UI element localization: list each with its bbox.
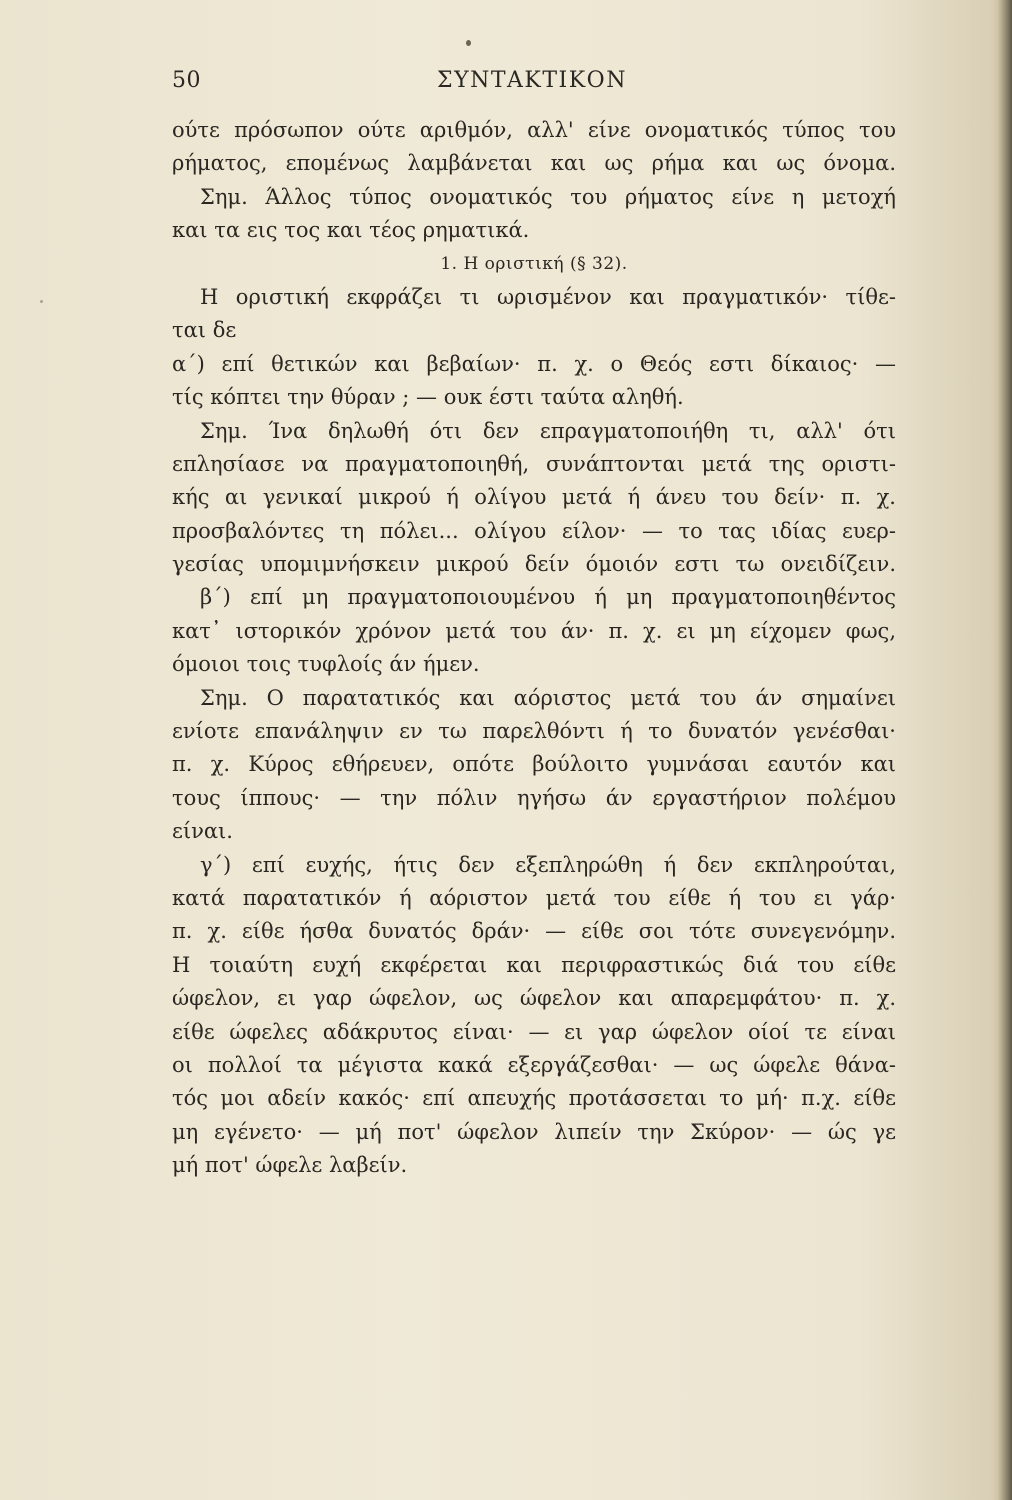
text-line: ενίοτε επανάληψιν εν τω παρελθόντι ή το δυνατόν γενέσθαι· <box>172 719 896 744</box>
text-line: ώφελον, ει γαρ ώφελον, ως ώφελον και απαρεμφάτου· π. χ. <box>172 986 896 1011</box>
text-line: κατ᾽ ιστορικόν χρόνον μετά του άν· π. χ. ει μη είχομεν φως, <box>172 618 896 643</box>
text-line: π. χ. Κύρος εθήρευεν, οπότε βούλοιτο γυμνάσαι εαυτόν και <box>172 752 896 777</box>
text-line: και τα εις τος και τέος ρηματικά. <box>172 218 530 243</box>
paper-speck <box>40 300 43 303</box>
text-line: προσβαλόντες τη πόλει... ολίγου είλον· — το τας ιδίας ευερ- <box>172 518 896 543</box>
text-line: όμοιοι τοις τυφλοίς άν ήμεν. <box>172 652 480 677</box>
page-number: 50 <box>172 68 201 93</box>
text-line: οι πολλοί τα μέγιστα κακά εξεργάζεσθαι· — ως ώφελε θάνα- <box>172 1052 896 1077</box>
running-head: ΣΥΝΤΑΚΤΙΚΟΝ <box>437 68 627 93</box>
text-line: ρήματος, επομένως λαμβάνεται και ως ρήμα και ως όνομα. <box>172 151 896 176</box>
text-line: τους ίππους· — την πόλιν ηγήσω άν εργαστήριον πολέμου <box>172 785 896 810</box>
note-line: Σημ. Άλλος τύπος ονοματικός του ρήματος είνε η μετοχή <box>200 184 896 209</box>
text-line: μή ποτ' ώφελε λαβείν. <box>172 1153 408 1178</box>
text-line: κατά παρατατικόν ή αόριστον μετά του είθε ή του ει γάρ· <box>172 885 896 910</box>
text-line: τίς κόπτει την θύραν ; — ουκ έστι ταύτα αληθή. <box>172 385 684 410</box>
text-line: είθε ώφελες αδάκρυτος είναι· — ει γαρ ώφελον οίοί τε είναι <box>172 1019 896 1044</box>
text-line: επλησίασε να πραγματοποιηθή, συνάπτονται μετά της οριστι- <box>172 451 896 476</box>
text-line: Η οριστική εκφράζει τι ωρισμένον και πραγματικόν· τίθε- <box>200 284 896 309</box>
text-line: ούτε πρόσωπον ούτε αριθμόν, αλλ' είνε ονοματικός τύπος του <box>172 118 896 142</box>
note-line: Σημ. Ο παρατατικός και αόριστος μετά του άν σημαίνει <box>200 685 896 710</box>
text-line: ται δε <box>172 318 237 343</box>
note-line: Σημ. Ίνα δηλωθή ότι δεν επραγματοποιήθη τι, αλλ' ότι <box>200 418 896 443</box>
text-line: μη εγένετο· — μή ποτ' ώφελον λιπείν την Σκύρον· — ώς γε <box>172 1119 896 1144</box>
page-header <box>172 64 892 98</box>
text-line: Η τοιαύτη ευχή εκφέρεται και περιφραστικώς διά του είθε <box>172 952 896 977</box>
text-line: γ΄) επί ευχής, ήτις δεν εξεπληρώθη ή δεν εκπληρούται, <box>200 852 896 877</box>
text-line: είναι. <box>172 819 233 844</box>
text-line: β΄) επί μη πραγματοποιουμένου ή μη πραγματοποιηθέντος <box>200 585 896 610</box>
text-line: π. χ. είθε ήσθα δυνατός δράν· — είθε σοι τότε συνεγενόμην. <box>172 919 896 944</box>
body-text <box>172 114 896 1183</box>
section-heading: 1. Η οριστική (§ 32). <box>440 253 628 274</box>
text-line: γεσίας υπομιμνήσκειν μικρού δείν όμοιόν εστι τω ονειδίζειν. <box>172 552 896 577</box>
book-spine-edge <box>998 0 1012 1500</box>
text-line: τός μοι αδείν κακός· επί απευχής προτάσσεται το μή· π.χ. είθε <box>172 1086 896 1111</box>
paper-speck <box>466 40 471 46</box>
text-line: κής αι γενικαί μικρού ή ολίγου μετά ή άνευ του δείν· π. χ. <box>172 485 896 510</box>
text-line: α΄) επί θετικών και βεβαίων· π. χ. ο Θεός εστι δίκαιος· — <box>172 351 896 376</box>
